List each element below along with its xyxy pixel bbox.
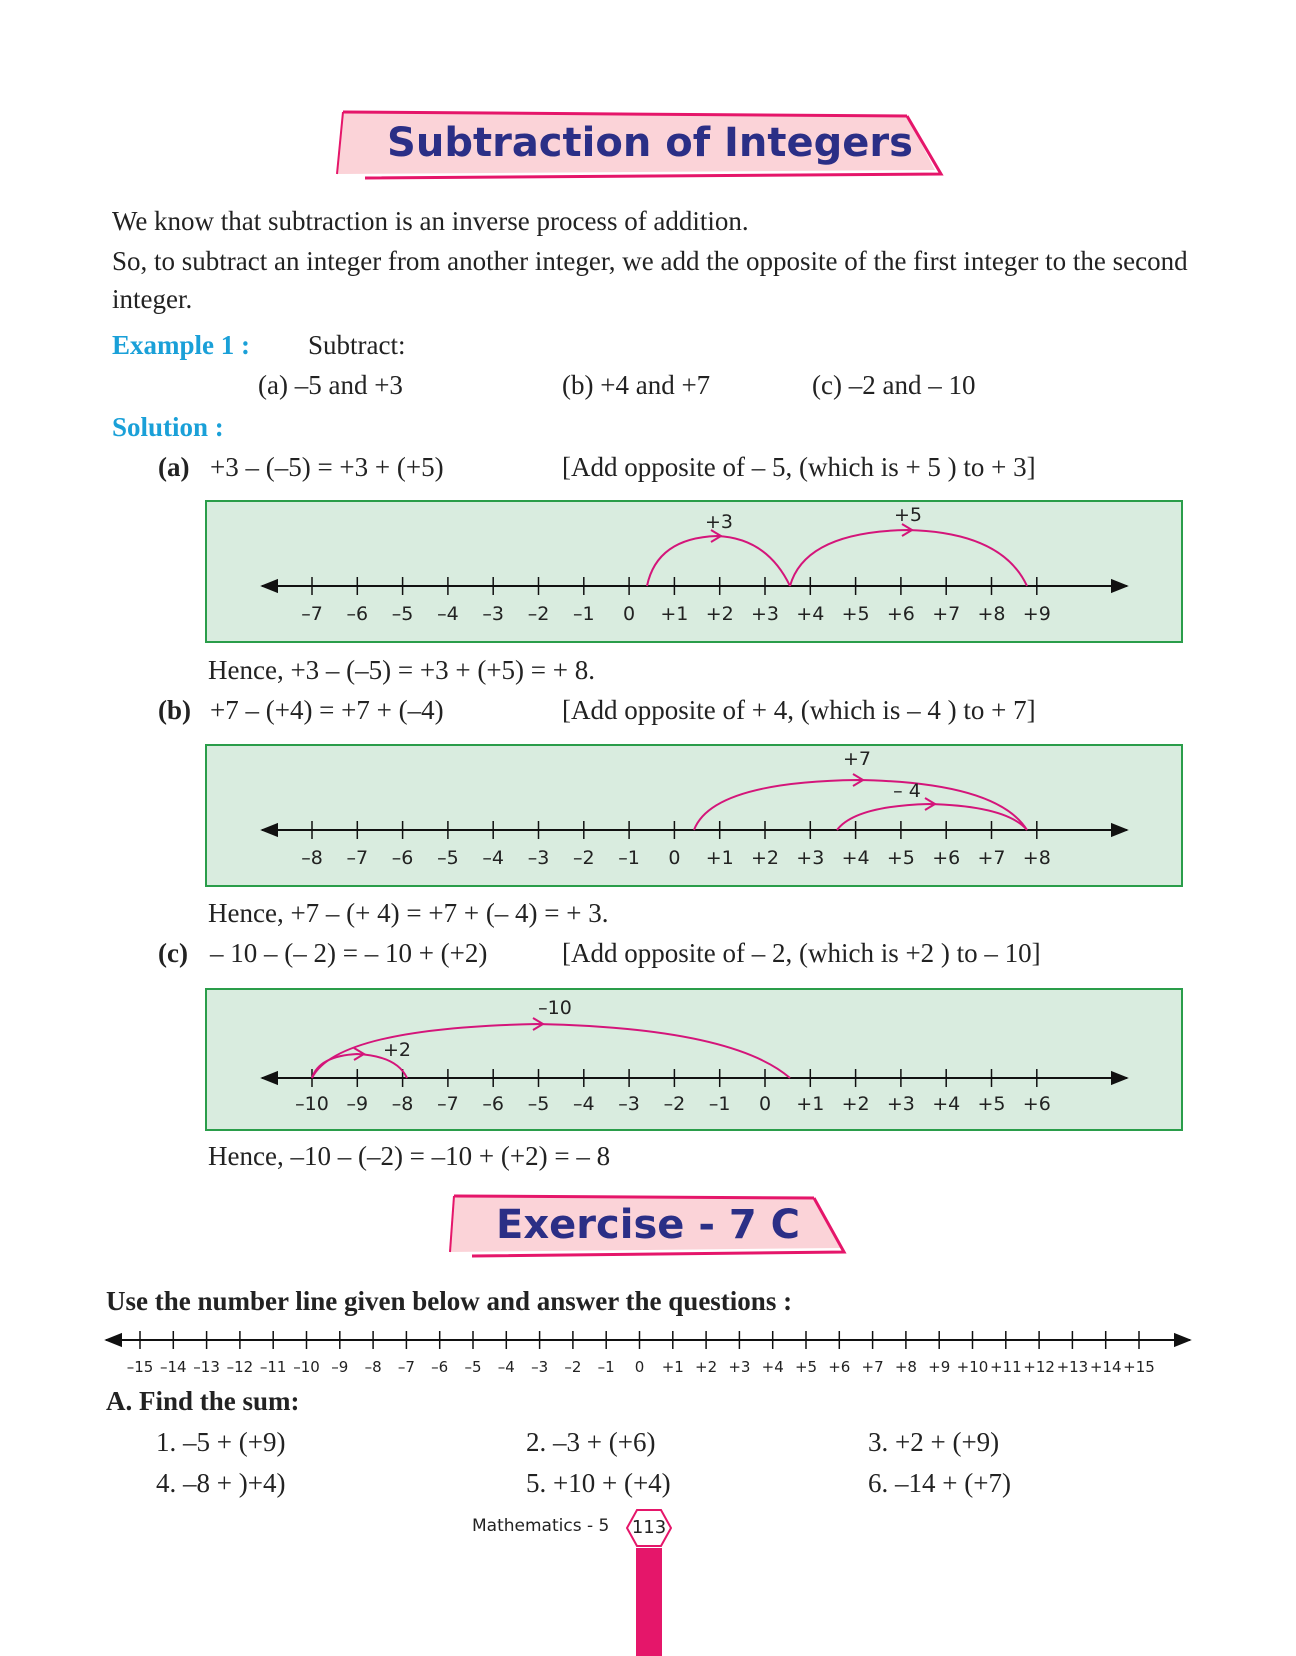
exercise-number-line-tick-label: 0 bbox=[634, 1358, 645, 1376]
exercise-number-line-tick-label: +1 bbox=[661, 1358, 684, 1376]
exercise-banner bbox=[448, 1192, 848, 1262]
number-line-c-tick-label: –10 bbox=[295, 1093, 329, 1115]
exercise-number-line-tick-label: +11 bbox=[989, 1358, 1022, 1376]
example-part-a: (a) –5 and +3 bbox=[258, 370, 403, 400]
exercise-number-line bbox=[100, 1326, 1200, 1386]
footer-bar bbox=[636, 1548, 662, 1656]
solution-a-tag: (a) bbox=[158, 452, 190, 482]
jump-label-a2: +5 bbox=[893, 504, 923, 526]
exercise-number-line-tick-label: +13 bbox=[1056, 1358, 1089, 1376]
number-line-c-tick-label: –5 bbox=[527, 1093, 550, 1115]
number-line-b-tick-label: +1 bbox=[705, 847, 734, 869]
exercise-number-line-tick-label: –5 bbox=[464, 1358, 482, 1376]
exercise-number-line-tick-label: –10 bbox=[293, 1358, 320, 1376]
solution-a-equation: +3 – (–5) = +3 + (+5) bbox=[210, 452, 444, 482]
number-line-a-tick-label: +2 bbox=[705, 603, 734, 625]
question-1: 1. –5 + (+9) bbox=[156, 1427, 286, 1457]
number-line-a-tick-label: –3 bbox=[482, 603, 504, 625]
number-line-b-tick-label: +6 bbox=[932, 847, 961, 869]
exercise-number-line-tick-label: –2 bbox=[564, 1358, 582, 1376]
number-line-box-b bbox=[205, 744, 1183, 887]
number-line-a-tick-label: –2 bbox=[527, 603, 550, 625]
solution-a-note: [Add opposite of – 5, (which is + 5 ) to + 3] bbox=[562, 452, 1036, 482]
number-line-b-tick-label: 0 bbox=[668, 847, 681, 869]
number-line-a-tick-label: +9 bbox=[1022, 603, 1051, 625]
number-line-b-tick-label: +7 bbox=[977, 847, 1006, 869]
jump-label-a1: +3 bbox=[704, 511, 734, 533]
exercise-number-line-tick-label: +2 bbox=[695, 1358, 718, 1376]
number-line-b-tick-label: +2 bbox=[750, 847, 780, 869]
solution-c-note: [Add opposite of – 2, (which is +2 ) to – 10] bbox=[562, 938, 1041, 968]
number-line-c-tick-label: –7 bbox=[437, 1093, 459, 1115]
exercise-number-line-tick-label: +5 bbox=[794, 1358, 818, 1376]
page-title: Subtraction of Integers bbox=[387, 120, 913, 166]
question-2: 2. –3 + (+6) bbox=[526, 1427, 656, 1457]
exercise-number-line-tick-label: –6 bbox=[431, 1358, 449, 1376]
question-3: 3. +2 + (+9) bbox=[868, 1427, 1000, 1457]
number-line-a-tick-label: –4 bbox=[437, 603, 459, 625]
exercise-number-line-tick-label: –1 bbox=[597, 1358, 615, 1376]
number-line-a-tick-label: +1 bbox=[660, 603, 689, 625]
footer-book-title: Mathematics - 5 bbox=[472, 1516, 610, 1536]
exercise-number-line-tick-label: –14 bbox=[160, 1358, 187, 1376]
example-label: Example 1 : bbox=[112, 330, 250, 360]
number-line-a-tick-label: –7 bbox=[301, 603, 323, 625]
number-line-b-tick-label: –7 bbox=[346, 847, 369, 869]
exercise-number-line-tick-label: +14 bbox=[1089, 1358, 1122, 1376]
exercise-number-line-tick-label: +12 bbox=[1023, 1358, 1055, 1376]
number-line-a-tick-label: –1 bbox=[573, 603, 595, 625]
example-part-c: (c) –2 and – 10 bbox=[812, 370, 976, 400]
exercise-number-line-tick-label: –12 bbox=[226, 1358, 254, 1376]
exercise-title: Exercise - 7 C bbox=[496, 1202, 800, 1248]
number-line-c-tick-label: –3 bbox=[618, 1093, 640, 1115]
number-line-box-c bbox=[205, 988, 1183, 1131]
jump-arc-a1 bbox=[647, 536, 790, 586]
number-line-c-tick-label: –6 bbox=[482, 1093, 504, 1115]
number-line-c-tick-label: +2 bbox=[841, 1093, 870, 1115]
jump-label-c2: +2 bbox=[382, 1039, 412, 1061]
exercise-number-line-tick-label: +15 bbox=[1123, 1358, 1155, 1376]
number-line-a-tick-label: –6 bbox=[346, 603, 369, 625]
number-line-a-tick-label: +8 bbox=[977, 603, 1006, 625]
exercise-number-line-tick-label: +3 bbox=[728, 1358, 751, 1376]
page-number: 113 bbox=[631, 1517, 667, 1538]
number-line-a bbox=[207, 502, 1185, 645]
exercise-number-line-tick-label: +4 bbox=[761, 1358, 784, 1376]
number-line-c bbox=[207, 990, 1185, 1133]
example-task: Subtract: bbox=[308, 330, 406, 360]
number-line-b-tick-label: –5 bbox=[437, 847, 459, 869]
number-line-a-tick-label: 0 bbox=[623, 603, 636, 625]
solution-c-equation: – 10 – (– 2) = – 10 + (+2) bbox=[210, 938, 488, 968]
number-line-b-tick-label: –6 bbox=[391, 847, 414, 869]
solution-b-tag: (b) bbox=[158, 695, 191, 725]
exercise-number-line-svg bbox=[100, 1326, 1200, 1386]
number-line-b-tick-label: –1 bbox=[618, 847, 640, 869]
number-line-a-tick-label: +4 bbox=[796, 603, 825, 625]
solution-b-equation: +7 – (+4) = +7 + (–4) bbox=[210, 695, 444, 725]
question-6: 6. –14 + (+7) bbox=[868, 1468, 1011, 1498]
number-line-b-tick-label: –4 bbox=[482, 847, 504, 869]
exercise-instruction: Use the number line given below and answer the questions : bbox=[106, 1286, 793, 1316]
number-line-a-tick-label: +5 bbox=[841, 603, 870, 625]
exercise-number-line-tick-label: –3 bbox=[531, 1358, 549, 1376]
exercise-number-line-tick-label: –4 bbox=[497, 1358, 515, 1376]
exercise-number-line-tick-label: +8 bbox=[894, 1358, 917, 1376]
solution-c-hence: Hence, –10 – (–2) = –10 + (+2) = – 8 bbox=[208, 1141, 611, 1171]
solution-b-hence: Hence, +7 – (+ 4) = +7 + (– 4) = + 3. bbox=[208, 898, 609, 928]
solution-a-hence: Hence, +3 – (–5) = +3 + (+5) = + 8. bbox=[208, 655, 596, 685]
number-line-b-tick-label: –8 bbox=[301, 847, 323, 869]
number-line-a-tick-label: +3 bbox=[750, 603, 780, 625]
question-4: 4. –8 + )+4) bbox=[156, 1468, 286, 1498]
question-5: 5. +10 + (+4) bbox=[526, 1468, 671, 1498]
title-banner bbox=[335, 108, 965, 184]
exercise-number-line-tick-label: –11 bbox=[259, 1358, 287, 1376]
number-line-b-tick-label: +3 bbox=[796, 847, 825, 869]
number-line-c-tick-label: –4 bbox=[573, 1093, 595, 1115]
number-line-c-tick-label: +6 bbox=[1022, 1093, 1051, 1115]
number-line-b-tick-label: –3 bbox=[527, 847, 550, 869]
number-line-c-tick-label: –9 bbox=[346, 1093, 369, 1115]
intro-line-2: So, to subtract an integer from another integer, we add the opposite of the first integer to the second integer. bbox=[112, 246, 1188, 314]
number-line-c-tick-label: –8 bbox=[391, 1093, 414, 1115]
number-line-b-tick-label: +8 bbox=[1022, 847, 1051, 869]
number-line-b bbox=[207, 746, 1185, 889]
number-line-b-tick-label: +5 bbox=[886, 847, 915, 869]
number-line-a-tick-label: –5 bbox=[391, 603, 414, 625]
number-line-c-tick-label: +4 bbox=[932, 1093, 961, 1115]
jump-arc-b2 bbox=[837, 804, 1027, 830]
number-line-box-a bbox=[205, 500, 1183, 643]
jump-arc-b1 bbox=[694, 780, 1027, 830]
number-line-a-tick-label: +6 bbox=[886, 603, 915, 625]
number-line-c-tick-label: +1 bbox=[796, 1093, 825, 1115]
section-a-title: A. Find the sum: bbox=[106, 1386, 300, 1416]
exercise-number-line-tick-label: +7 bbox=[861, 1358, 884, 1376]
intro-line-1: We know that subtraction is an inverse process of addition. bbox=[112, 206, 749, 236]
exercise-number-line-tick-label: –15 bbox=[126, 1358, 154, 1376]
number-line-b-tick-label: +4 bbox=[841, 847, 870, 869]
exercise-number-line-tick-label: +9 bbox=[928, 1358, 951, 1376]
jump-label-c1: –10 bbox=[538, 997, 572, 1019]
number-line-c-tick-label: –1 bbox=[708, 1093, 731, 1115]
number-line-a-tick-label: +7 bbox=[932, 603, 961, 625]
number-line-c-tick-label: –2 bbox=[663, 1093, 686, 1115]
number-line-c-tick-label: +3 bbox=[886, 1093, 915, 1115]
number-line-b-tick-label: –2 bbox=[573, 847, 595, 869]
example-part-b: (b) +4 and +7 bbox=[562, 370, 711, 400]
solution-label: Solution : bbox=[112, 412, 224, 442]
exercise-number-line-tick-label: +10 bbox=[956, 1358, 989, 1376]
number-line-c-tick-label: 0 bbox=[758, 1093, 772, 1115]
solution-c-tag: (c) bbox=[158, 938, 188, 968]
solution-b-note: [Add opposite of + 4, (which is – 4 ) to + 7] bbox=[562, 695, 1036, 725]
exercise-number-line-tick-label: –7 bbox=[397, 1358, 415, 1376]
number-line-c-tick-label: +5 bbox=[977, 1093, 1006, 1115]
exercise-number-line-tick-label: –13 bbox=[193, 1358, 220, 1376]
page-number-badge bbox=[626, 1508, 672, 1548]
jump-label-b1: +7 bbox=[842, 748, 872, 770]
exercise-number-line-tick-label: +6 bbox=[828, 1358, 851, 1376]
exercise-number-line-tick-label: –9 bbox=[331, 1358, 349, 1376]
jump-label-b2: – 4 bbox=[893, 780, 921, 802]
exercise-number-line-tick-label: –8 bbox=[364, 1358, 382, 1376]
